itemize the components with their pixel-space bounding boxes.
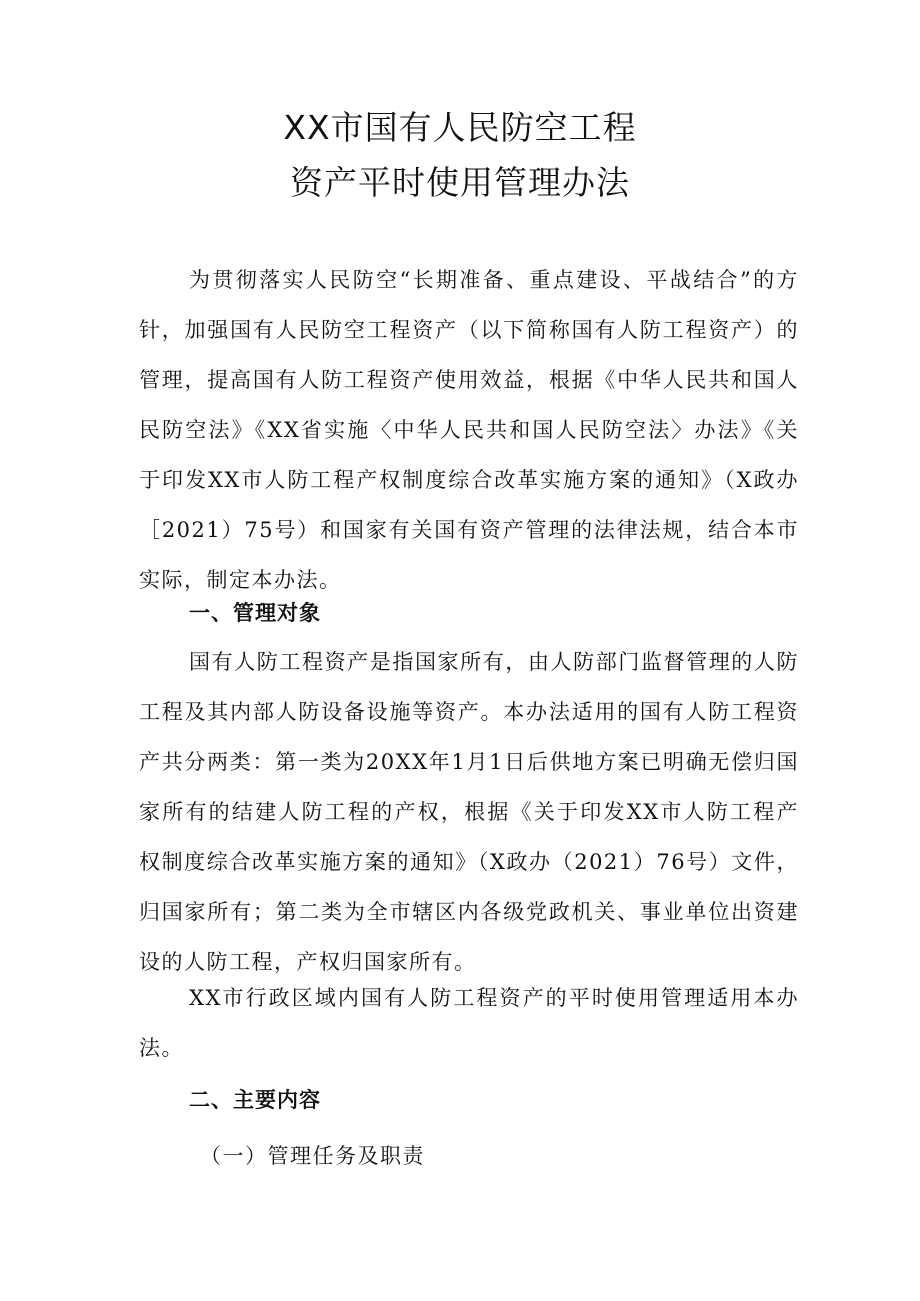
document-title-line1: XX市国有人民防空工程 bbox=[283, 108, 637, 147]
section1-paragraph2: XX市行政区域内国有人防工程资产的平时使用管理适用本办法。 bbox=[139, 986, 799, 1060]
section2-subheading1: （一）管理任务及职责 bbox=[200, 1144, 425, 1168]
intro-paragraph: 为贯彻落实人民防空“长期准备、重点建设、平战结合”的方针，加强国有人民防空工程资产（以下简称国有人防工程资产）的管理，提高国有人防工程资产使用效益，根据《中华人民共和国人民防空法》《XX省实施〈中华人民共和国人民防空法〉办法》《关于印发XX市人防工程产权制度综合改革实施方案的通知》（X政办［2021）75号）和国家有关国有资产管理的法律法规，结合本市实际，制定本办法。 bbox=[139, 268, 799, 592]
section2-heading: 二、主要内容 bbox=[189, 1088, 321, 1112]
document-title-line2: 资产平时使用管理办法 bbox=[290, 163, 630, 202]
section1-heading: 一、管理对象 bbox=[189, 601, 321, 625]
section1-paragraph1: 国有人防工程资产是指国家所有，由人防部门监督管理的人防工程及其内部人防设备设施等资产。本办法适用的国有人防工程资产共分两类：第一类为20XX年1月1日后供地方案已明确无偿归国家所有的结建人防工程的产权，根据《关于印发XX市人防工程产权制度综合改革实施方案的通知》（X政办（2021）76号）文件，归国家所有；第二类为全市辖区内各级党政机关、事业单位出资建设的人防工程，产权归国家所有。 bbox=[139, 650, 799, 974]
